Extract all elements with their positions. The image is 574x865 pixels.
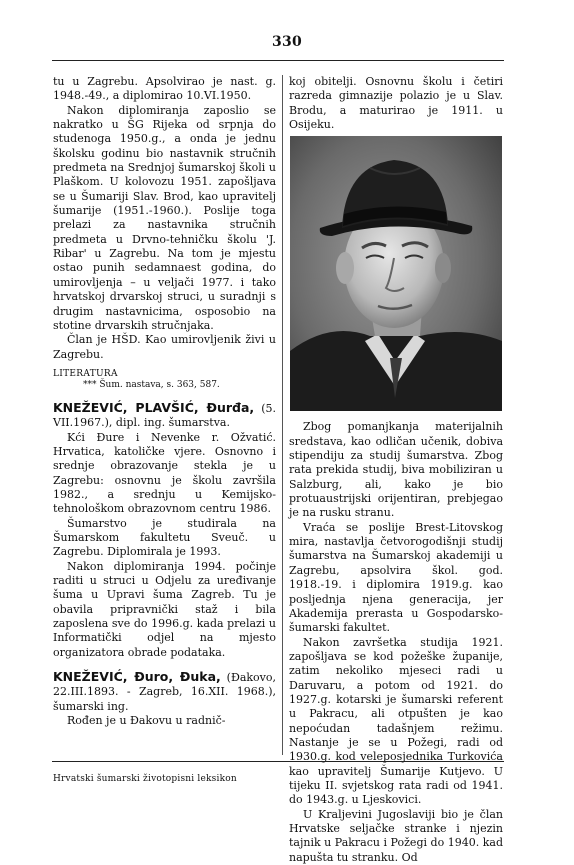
paragraph: koj obitelji. Osnovnu školu i četiri razreda gimnazije polazio je u Slav. Brodu, a maturirao je 1911. u Osijeku. (289, 75, 503, 132)
paragraph: tu u Zagrebu. Apsolvirao je nast. g. 1948.-49., a diplomirao 10.VI.1950. (53, 75, 276, 103)
entry-name: KNEŽEVIĆ, Đuro, Đuka, (53, 669, 221, 685)
paragraph: Nakon završetka studija 1921. zapošljava se kod požeške županije, zatim nekoliko mjeseci radi u Daruvaru, a potom od 1921. do 1927.g. kotarski je šumarski referent u Pakracu, ali otpušten je kao nepoćudan tadašnjem režimu. Nastanje je se u Požegi, radi od 1930.g. kod veleposjednika Turkovića kao upravitelj Šumarije Kutjevo. U tijeku II. svjetskog rata radi od 1941. do 1943.g. u Ljeskovici. (289, 635, 503, 807)
literature-reference: *** Šum. nastava, s. 363, 587. (83, 379, 220, 390)
entry-heading (53, 401, 276, 431)
right-column (289, 75, 503, 865)
paragraph: U Kraljevini Jugoslaviji bio je član Hrvatske seljačke stranke i njezin tajnik u Pakracu i Požegi do 1940. kad napušta tu stranku. Od (289, 807, 503, 864)
portrait-photo (290, 136, 502, 411)
entry-heading (53, 670, 276, 714)
paragraph: Kći Đure i Nevenke r. Ožvatić. Hrvatica, katoličke vjere. Osnovno i srednje obrazovanje stekla je u Zagrebu: osnovnu je školu završila 1982., a srednju u Kemijsko-tehnološkom obrazovnom centru 1986. (53, 430, 276, 516)
header-rule (52, 60, 504, 61)
paragraph: Šumarstvo je studirala na Šumarskom fakultetu Sveuč. u Zagrebu. Diplomirala je 1993. (53, 516, 276, 559)
paragraph: Rođen je u Đakovu u radnič- (67, 714, 226, 728)
left-column (53, 75, 276, 728)
footer-title: Hrvatski šumarski životopisni leksikon (53, 774, 237, 784)
entry-dates: (Đakovo, 22.III.1893. - Zagreb, 16.XII. 1968.), šumarski ing. (53, 671, 277, 713)
paragraph: Zbog pomanjkanja materijalnih sredstava, kao odličan učenik, dobiva stipendiju za studij šumarstva. Zbog rata prekida studij, biva mobiliziran u Salzburg, ali, kako je bio protuaustrijski orijentiran, prebjegao je na rusku stranu. (289, 420, 503, 520)
paragraph: Nakon diplomiranja zaposlio se nakratko u ŠG Rijeka od srpnja do studenoga 1950.g., a onda je jednu školsku godinu bio nastavnik stručnih predmeta na Srednjoj šumarskoj školi u Plaškom. U kolovozu 1951. zapošljava se u Šumariji Slav. Brod, kao upravitelj šumarije (1951.-1960.). Poslije toga prelazi za nastavnika stručnih predmeta u Drvno-tehničku školu 'J. Ribar' u Zagrebu. Na tom je mjestu ostao punih sedamnaest godina, do umirovljenja – u veljači 1977. i tako hrvatskoj drvarskoj struci, u suradnji s drugim nastavnicima, osposobio na stotine drvarskih stručnjaka. (53, 103, 276, 332)
literature-heading: LITERATURA (53, 368, 118, 379)
entry-dates: (5. VII.1967.), dipl. ing. šumarstva. (53, 401, 276, 430)
paragraph: Član je HŠD. Kao umirovljenik živi u Zagrebu. (53, 333, 276, 361)
entry-name: KNEŽEVIĆ, PLAVŠIĆ, Đurđa, (53, 399, 255, 415)
page-number: 330 (271, 34, 303, 50)
paragraph: Vraća se poslije Brest-Litovskog mira, nastavlja četvorogodišnji studij šumarstva na Šumarskoj akademiji u Zagrebu, apsolvira škol. god. 1918.-19. i diplomira 1919.g. kao posljednja njena generacija, jer Akademija prerasta u Gospodarsko-šumarski fakultet. (289, 520, 503, 635)
paragraph: Nakon diplomiranja 1994. počinje raditi u struci u Odjelu za uređivanje šuma u Upravi šuma Zagreb. Tu je obavila pripravnički staž i bila zaposlena sve do 1996.g. kada prelazi u Informatički odjel na mjesto organizatora obrade podataka. (53, 559, 276, 659)
column-divider (282, 75, 283, 755)
footer-rule (52, 761, 504, 762)
